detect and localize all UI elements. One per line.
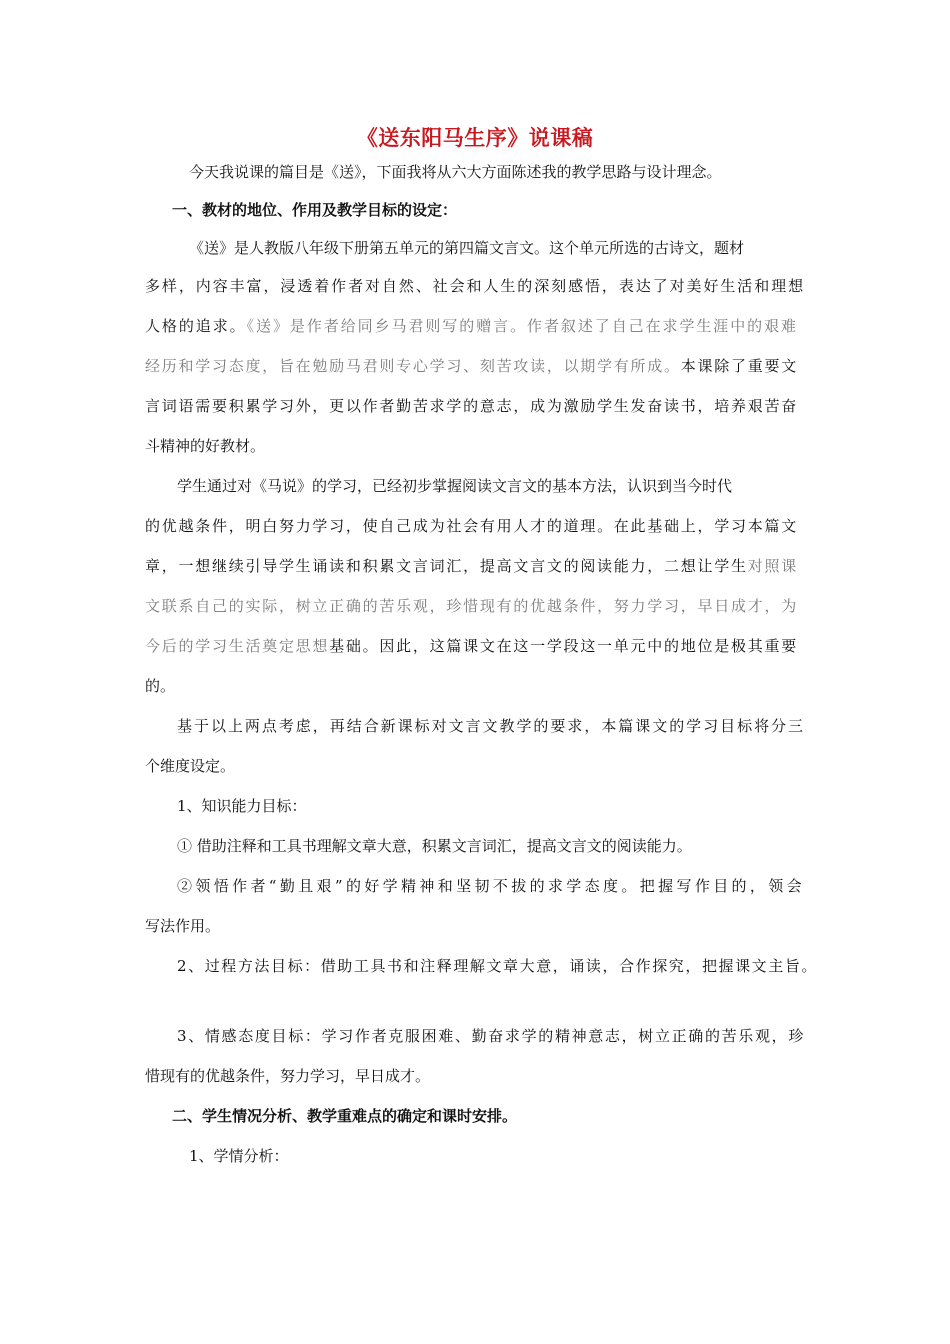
paragraph-line: [145, 556, 798, 576]
line-text: ① 借助注释和工具书理解文章大意，积累文言词汇，提高文言文的阅读能力。: [177, 837, 692, 855]
paragraph-line: [172, 1106, 517, 1126]
paragraph-line: [145, 436, 265, 456]
line-text: 的。: [145, 677, 176, 695]
paragraph-line: [177, 476, 732, 496]
paragraph-line: [145, 316, 798, 336]
section-heading: 二、学生情况分析、教学重难点的确定和课时安排。: [172, 1107, 518, 1125]
line-text: 惜现有的优越条件，努力学习，早日成才。: [145, 1067, 431, 1085]
paragraph-line: [177, 876, 805, 896]
line-text: 1、学情分析：: [189, 1147, 289, 1165]
paragraph-line: [189, 1146, 289, 1166]
paragraph-line: [189, 162, 722, 182]
line-text: 多样，内容丰富，浸透着作者对自然、社会和人生的深刻感悟，表达了对美好生活和理想: [145, 277, 805, 295]
paragraph-line: [189, 238, 744, 258]
line-text: 2、过程方法目标：借助工具书和注释理解文章大意，诵读，合作探究，把握课文主旨。: [177, 957, 818, 975]
line-text: 今天我说课的篇目是《送》，下面我将从六大方面陈述我的教学思路与设计理念。: [189, 163, 722, 181]
paragraph-line: [145, 676, 175, 696]
line-text: 的优越条件，明白努力学习，使自己成为社会有用人才的道理。在此基础上，学习本篇文: [145, 517, 798, 535]
paragraph-line: [145, 356, 798, 376]
line-text: 言词语需要积累学习外，更以作者勤苦求学的意志，成为激励学生发奋读书，培养艰苦奋: [145, 397, 798, 415]
paragraph-line: [177, 796, 307, 816]
paragraph-line: [145, 756, 235, 776]
paragraph-line: [177, 716, 805, 736]
line-text: 斗精神的好教材。: [145, 437, 266, 455]
line-text: 基于以上两点考虑，再结合新课标对文言文教学的要求，本篇课文的学习目标将分三: [177, 717, 805, 735]
line-text: 3、情感态度目标：学习作者克服困难、勤奋求学的精神意志，树立正确的苦乐观，珍: [177, 1027, 805, 1045]
line-text: 对照课: [747, 557, 798, 575]
line-text: 基础。因此，这篇课文在这一学段这一单元中的地位是极其重要: [329, 637, 798, 655]
line-text: 人格的追求。: [145, 317, 247, 335]
line-text: 1、知识能力目标：: [177, 797, 307, 815]
paragraph-line: [145, 396, 798, 416]
paragraph-line: [177, 956, 818, 976]
paragraph-line: [145, 1066, 430, 1086]
paragraph-line: [177, 1026, 805, 1046]
paragraph-line: [145, 636, 798, 656]
paragraph-line: [145, 276, 805, 296]
section-heading: 一、教材的地位、作用及教学目标的设定：: [172, 201, 458, 219]
paragraph-line: [145, 596, 798, 616]
line-text: ②领悟作者“勤且艰”的好学精神和坚韧不拔的求学态度。把握写作目的，领会: [177, 877, 805, 895]
line-text: 章，一想继续引导学生诵读和积累文言词汇，提高文言文的阅读能力，二想让学生: [145, 557, 748, 575]
line-text: 今后的学习生活奠定思想: [145, 637, 330, 655]
paragraph-line: [177, 836, 692, 856]
line-text: 本课除了重要文: [680, 357, 798, 375]
paragraph-line: [145, 916, 220, 936]
line-text: 文联系自己的实际，树立正确的苦乐观，珍惜现有的优越条件，努力学习，早日成才，为: [145, 597, 798, 615]
paragraph-line: [172, 200, 457, 220]
line-text: 《送》是作者给同乡马君则写的赠言。作者叙述了自己在求学生涯中的艰难: [246, 317, 798, 335]
line-text: 经历和学习态度，旨在勉励马君则专心学习、刻苦攻读，以期学有所成。: [145, 357, 681, 375]
line-text: 个维度设定。: [145, 757, 236, 775]
line-text: 写法作用。: [145, 917, 221, 935]
line-text: 学生通过对《马说》的学习，已经初步掌握阅读文言文的基本方法，认识到当今时代: [177, 477, 733, 495]
document-title: 《送东阳马生序》说课稿: [356, 126, 594, 150]
paragraph-line: [145, 516, 798, 536]
line-text: 《送》是人教版八年级下册第五单元的第四篇文言文。这个单元所选的古诗文，题材: [189, 239, 745, 257]
